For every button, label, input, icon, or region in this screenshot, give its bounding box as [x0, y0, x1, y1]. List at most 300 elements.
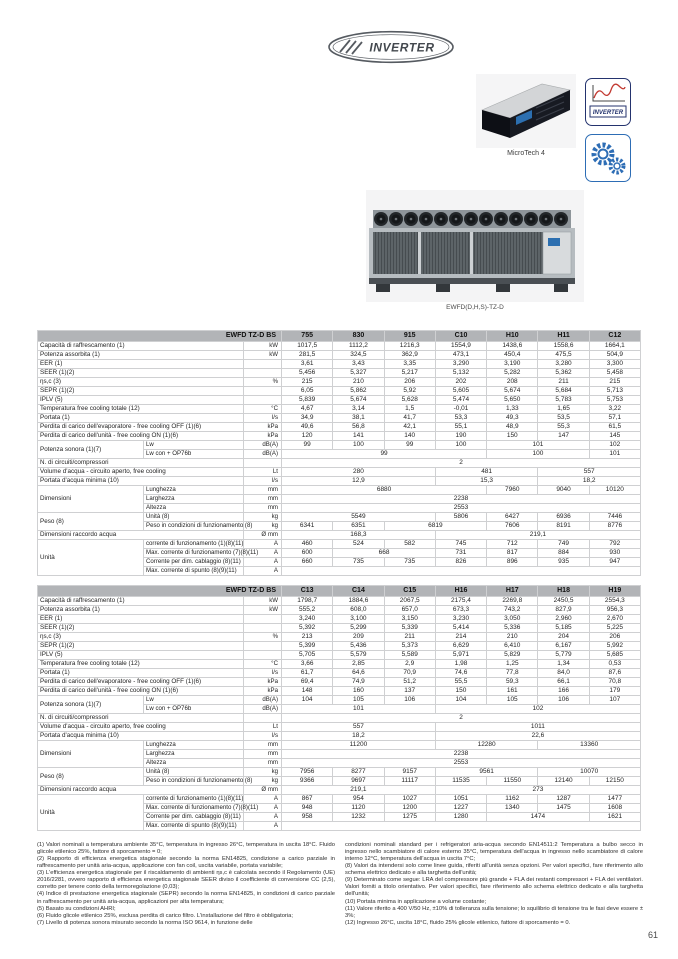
value-cell: 5,362 [538, 369, 589, 378]
row-label: Max. corrente di funzionamento (7)(8)(11) [144, 549, 244, 558]
value-cell: 34,9 [282, 414, 333, 423]
controller-caption: MicroTech 4 [507, 150, 545, 157]
value-cell: 49,6 [282, 423, 333, 432]
value-cell: 213 [282, 633, 333, 642]
value-cell: 2269,8 [487, 597, 538, 606]
column-header: EWFD TZ-D BS [38, 586, 282, 597]
value-cell: 7960 [487, 486, 538, 495]
value-cell: 5,225 [589, 624, 640, 633]
unit-cell: A [244, 813, 282, 822]
page-number: 61 [648, 930, 659, 940]
column-header: C12 [589, 331, 640, 342]
value-cell: 11535 [435, 777, 486, 786]
value-cell: 1011 [435, 723, 640, 732]
unit-cell: l/s [244, 414, 282, 423]
column-header: 830 [333, 331, 384, 342]
row-label: Capacità di raffrescamento (1) [38, 342, 244, 351]
unit-cell: kg [244, 768, 282, 777]
row-label: Corrente per dim. cablaggio (8)(11) [144, 558, 244, 567]
value-cell: 18,2 [538, 477, 641, 486]
unit-cell: °C [244, 660, 282, 669]
value-cell: 2554,3 [589, 597, 640, 606]
value-cell: 2553 [282, 504, 641, 513]
value-cell [282, 567, 641, 576]
value-cell: 3,22 [589, 405, 640, 414]
unit-cell: A [244, 804, 282, 813]
footnote-item: (5) Basato su condizioni AHRI; [37, 905, 116, 912]
row-label: Corrente per dim. cablaggio (8)(11) [144, 813, 244, 822]
unit-cell: kW [244, 597, 282, 606]
unit-cell [244, 714, 282, 723]
value-cell: 11550 [487, 777, 538, 786]
value-cell: 4,67 [282, 405, 333, 414]
value-cell: 211 [538, 378, 589, 387]
row-label: Lw con + OP76b [144, 705, 244, 714]
footnote-item: (11) Valore riferito a 400 V/50 Hz, ±10% di tolleranza sulla tensione; lo squilibrio di tensione tra le fasi deve essere ± 3%; [345, 905, 643, 919]
row-label: corrente di funzionamento (1)(8)(11) [144, 795, 244, 804]
column-header: C13 [282, 586, 333, 597]
value-cell: 5,282 [487, 369, 538, 378]
value-cell: 1227 [435, 804, 486, 813]
value-cell: 5,674 [487, 387, 538, 396]
value-cell: 215 [282, 378, 333, 387]
unit-cell: mm [244, 486, 282, 495]
unit-cell: mm [244, 750, 282, 759]
value-cell: 74,6 [435, 669, 486, 678]
row-label: SEPR (1)(2) [38, 387, 244, 396]
value-cell: 150 [435, 687, 486, 696]
inverter-logo-graphic [326, 30, 456, 64]
value-cell: 5,992 [589, 642, 640, 651]
unit-cell: mm [244, 741, 282, 750]
value-cell: 11200 [282, 741, 436, 750]
value-cell: 930 [589, 549, 640, 558]
value-cell: 1120 [333, 804, 384, 813]
row-label: Temperatura free cooling totale (12) [38, 660, 244, 669]
column-header: C10 [435, 331, 486, 342]
value-cell: 362,9 [384, 351, 435, 360]
value-cell: 7956 [282, 768, 333, 777]
microtech4-image [476, 74, 576, 148]
value-cell: 59,3 [487, 678, 538, 687]
value-cell: 481 [435, 468, 538, 477]
value-cell: 582 [384, 540, 435, 549]
value-cell: 215 [589, 378, 640, 387]
value-cell: 5,628 [384, 396, 435, 405]
value-cell: 5,373 [384, 642, 435, 651]
column-header: C15 [384, 586, 435, 597]
unit-cell: A [244, 558, 282, 567]
value-cell: 5,474 [435, 396, 486, 405]
value-cell: 13360 [538, 741, 641, 750]
value-cell: 141 [333, 432, 384, 441]
row-label: Altezza [144, 504, 244, 513]
row-label: Capacità di raffrescamento (1) [38, 597, 244, 606]
unit-cell: mm [244, 504, 282, 513]
footnotes-right [345, 842, 643, 927]
unit-cell: dB(A) [244, 696, 282, 705]
gears-badge-icon [585, 134, 631, 182]
unit-cell: A [244, 567, 282, 576]
value-cell: 18,2 [282, 732, 436, 741]
value-cell: 7446 [589, 513, 640, 522]
value-cell: 712 [487, 540, 538, 549]
value-cell: 9697 [333, 777, 384, 786]
unit-cell: mm [244, 759, 282, 768]
value-cell: 208 [487, 378, 538, 387]
row-label: EER (1) [38, 615, 244, 624]
value-cell: 5,399 [282, 642, 333, 651]
value-cell: 504,9 [589, 351, 640, 360]
value-cell: 1884,6 [333, 597, 384, 606]
value-cell: 204 [538, 633, 589, 642]
value-cell: 8191 [538, 522, 589, 531]
row-label: SEER (1)(2) [38, 369, 244, 378]
value-cell: 1558,6 [538, 342, 589, 351]
row-label: Perdita di carico dell'unità - free cooling ON (1)(6) [38, 687, 244, 696]
row-label: N. di circuiti/compressori [38, 714, 244, 723]
unit-cell: kPa [244, 687, 282, 696]
value-cell [282, 822, 641, 831]
footnote-item: (8) Valori da intendersi solo come linee guida, riferiti all'unità senza opzioni. Per valori specifici, fare riferimento allo schema elettrico dedicato e alla targhetta dell'unità; [345, 863, 643, 877]
value-cell: 5,862 [333, 387, 384, 396]
row-label: Portata d'acqua minima (10) [38, 732, 244, 741]
value-cell: 1275 [384, 813, 435, 822]
unit-cell: kPa [244, 432, 282, 441]
value-cell: 3,43 [333, 360, 384, 369]
row-label: Portata (1) [38, 414, 244, 423]
value-cell: 1027 [384, 795, 435, 804]
unit-cell: kPa [244, 423, 282, 432]
value-cell: 48,9 [487, 423, 538, 432]
value-cell: 935 [538, 558, 589, 567]
unit-cell: A [244, 549, 282, 558]
value-cell: 1,5 [384, 405, 435, 414]
value-cell: 6427 [487, 513, 538, 522]
value-cell: 280 [282, 468, 436, 477]
row-label: Portata d'acqua minima (10) [38, 477, 244, 486]
value-cell: 11117 [384, 777, 435, 786]
value-cell: 70,9 [384, 669, 435, 678]
row-label: Dimensioni raccordo acqua [38, 786, 244, 795]
value-cell: 55,5 [435, 678, 486, 687]
row-label: Unità [38, 540, 144, 576]
value-cell: 673,3 [435, 606, 486, 615]
value-cell: 10120 [589, 486, 640, 495]
unit-cell: % [244, 633, 282, 642]
footnote-item: (9) Determinato come segue: LRA del compressore più grande + FLA dei restanti compressori + FLA dei ventilatori. Valori forniti a titolo orientativo. Per valori specifici, fare riferimento allo schema elettrico dedicato e alla targhetta dell'unità; [345, 877, 643, 898]
value-cell: 2,960 [538, 615, 589, 624]
value-cell: 1,98 [435, 660, 486, 669]
value-cell: 5,605 [435, 387, 486, 396]
value-cell: 1621 [589, 813, 640, 822]
value-cell: 5,456 [282, 369, 333, 378]
unit-cell [244, 387, 282, 396]
unit-cell: l/s [244, 669, 282, 678]
chiller-graphic [366, 190, 584, 302]
value-cell: 608,0 [333, 606, 384, 615]
value-cell: 7606 [487, 522, 538, 531]
value-cell: 64,6 [333, 669, 384, 678]
value-cell: 735 [384, 558, 435, 567]
value-cell: 1017,5 [282, 342, 333, 351]
value-cell: 1287 [538, 795, 589, 804]
value-cell: 6341 [282, 522, 333, 531]
row-label: Max. corrente di spunto (8)(9)(11) [144, 822, 244, 831]
value-cell: 84,0 [538, 669, 589, 678]
value-cell: 211 [384, 633, 435, 642]
footnotes-left [37, 842, 335, 927]
value-cell: 102 [435, 705, 640, 714]
value-cell: 160 [333, 687, 384, 696]
spec-table-1 [37, 330, 641, 576]
column-header: 915 [384, 331, 435, 342]
value-cell: 2 [282, 459, 641, 468]
value-cell: 3,230 [435, 615, 486, 624]
value-cell: 5,414 [435, 624, 486, 633]
value-cell: 145 [589, 432, 640, 441]
unit-cell: °C [244, 405, 282, 414]
unit-cell [244, 459, 282, 468]
value-cell: 5,971 [435, 651, 486, 660]
value-cell: 1,33 [487, 405, 538, 414]
controller-graphic [476, 74, 576, 148]
unit-cell [244, 642, 282, 651]
value-cell: 57,1 [589, 414, 640, 423]
row-label: corrente di funzionamento (1)(8)(11) [144, 540, 244, 549]
value-cell: 5,327 [333, 369, 384, 378]
row-label: Portata (1) [38, 669, 244, 678]
value-cell: 106 [538, 696, 589, 705]
value-cell: 600 [282, 549, 333, 558]
row-label: Larghezza [144, 495, 244, 504]
value-cell: 1554,9 [435, 342, 486, 351]
value-cell: 735 [333, 558, 384, 567]
value-cell: 2450,5 [538, 597, 589, 606]
value-cell: 99 [282, 441, 333, 450]
value-cell: 5,458 [589, 369, 640, 378]
value-cell: 12140 [538, 777, 589, 786]
value-cell: 5,650 [487, 396, 538, 405]
footnote-item: (2) Rapporto di efficienza energetica stagionale secondo la norma EN14825, condizione a carico parziale in raffrescamento per unità aria-acqua, applicazione con fan coil, uscita variabile, portata variabile; [37, 856, 335, 870]
value-cell: 219,1 [282, 786, 436, 795]
row-label: Lunghezza [144, 486, 244, 495]
value-cell: 460 [282, 540, 333, 549]
value-cell: 5,674 [333, 396, 384, 405]
value-cell: 3,290 [435, 360, 486, 369]
inverter-logo [326, 30, 456, 64]
footnote-item: (6) Fluido glicole etilenico 25%, esclusa perdita di carico filtro. L'installazione del filtro è obbligatoria; [37, 912, 293, 919]
value-cell: 104 [435, 696, 486, 705]
row-label: Perdita di carico dell'unità - free cooling ON (1)(6) [38, 432, 244, 441]
value-cell: 896 [487, 558, 538, 567]
chiller-image [366, 190, 584, 302]
value-cell: 5,579 [333, 651, 384, 660]
row-label: N. di circuiti/compressori [38, 459, 244, 468]
value-cell: 6,05 [282, 387, 333, 396]
value-cell: 557 [538, 468, 641, 477]
row-label: Dimensioni [38, 486, 144, 513]
value-cell: 102 [589, 441, 640, 450]
value-cell: 1340 [487, 804, 538, 813]
value-cell: 5,436 [333, 642, 384, 651]
value-cell: 9366 [282, 777, 333, 786]
row-label: IPLV (5) [38, 396, 244, 405]
value-cell: 168,3 [282, 531, 436, 540]
value-cell: 6351 [333, 522, 384, 531]
value-cell: 22,6 [435, 732, 640, 741]
row-label: Potenza assorbita (1) [38, 351, 244, 360]
unit-cell: kg [244, 777, 282, 786]
row-label: Unità [38, 795, 144, 831]
value-cell: 3,61 [282, 360, 333, 369]
value-cell: 657,0 [384, 606, 435, 615]
gears-graphic [588, 138, 628, 178]
unit-cell [244, 360, 282, 369]
unit-cell: l/s [244, 477, 282, 486]
unit-cell [244, 624, 282, 633]
value-cell: 3,240 [282, 615, 333, 624]
row-label: Max. corrente di funzionamento (7)(8)(11) [144, 804, 244, 813]
inverter-logo-text: INVERTER [369, 40, 435, 55]
value-cell: 5,713 [589, 387, 640, 396]
inverter-badge-icon [585, 78, 631, 126]
value-cell: 5,299 [333, 624, 384, 633]
value-cell: 1664,1 [589, 342, 640, 351]
value-cell: 954 [333, 795, 384, 804]
value-cell: 5,217 [384, 369, 435, 378]
value-cell: 475,5 [538, 351, 589, 360]
value-cell: 2067,5 [384, 597, 435, 606]
value-cell: 2,670 [589, 615, 640, 624]
value-cell: 61,7 [282, 669, 333, 678]
value-cell: 524 [333, 540, 384, 549]
unit-cell: kW [244, 606, 282, 615]
unit-cell: kg [244, 522, 282, 531]
value-cell: 42,1 [384, 423, 435, 432]
unit-cell: dB(A) [244, 441, 282, 450]
value-cell: 5549 [282, 513, 436, 522]
unit-cell: Ø mm [244, 786, 282, 795]
value-cell: 867 [282, 795, 333, 804]
spec-table-2 [37, 585, 641, 831]
value-cell: 3,050 [487, 615, 538, 624]
value-cell: 161 [487, 687, 538, 696]
value-cell: 1475 [538, 804, 589, 813]
footnote-item: condizioni nominali standard per i refrigeratori aria-acqua secondo EN14511:2 Temperatura a bulbo secco in ingresso nello scambiatore di calore esterno 35°C, temperatura dell'acqua in ingresso nello scambiatore di calore interno 12°C, temperatura dell'acqua in uscita 7°C; [345, 842, 643, 863]
column-header: C14 [333, 586, 384, 597]
value-cell: 206 [384, 378, 435, 387]
value-cell: 140 [384, 432, 435, 441]
unit-cell [244, 651, 282, 660]
value-cell: 1200 [384, 804, 435, 813]
value-cell: 61,5 [589, 423, 640, 432]
value-cell: 3,66 [282, 660, 333, 669]
unit-cell: A [244, 795, 282, 804]
row-label: Dimensioni raccordo acqua [38, 531, 244, 540]
row-label: IPLV (5) [38, 651, 244, 660]
row-label: Potenza sonora (1)(7) [38, 441, 144, 459]
row-label: Potenza assorbita (1) [38, 606, 244, 615]
footnote-item: (12) Ingresso 26°C, uscita 18°C, fluido 25% glicole etilenico, fattore di sporcamento = 0. [345, 919, 571, 926]
unit-cell: kPa [244, 678, 282, 687]
row-label: Max. corrente di spunto (8)(9)(11) [144, 567, 244, 576]
row-label: ηs,c (3) [38, 378, 244, 387]
unit-cell: kW [244, 342, 282, 351]
value-cell: 3,190 [487, 360, 538, 369]
value-cell: 1474 [487, 813, 590, 822]
footnote-item: (1) Valori nominali a temperatura ambiente 35°C, temperatura in ingresso 26°C, temperatura in uscita 18°C. Fluido glicole etilenico 25%, fattore di sporcamento = 0; [37, 842, 335, 856]
column-header: H17 [487, 586, 538, 597]
value-cell: 101 [487, 441, 590, 450]
value-cell: 74,9 [333, 678, 384, 687]
column-header: H18 [538, 586, 589, 597]
value-cell: 743,2 [487, 606, 538, 615]
value-cell: 6936 [538, 513, 589, 522]
row-label: Temperatura free cooling totale (12) [38, 405, 244, 414]
value-cell: 10070 [538, 768, 641, 777]
value-cell: 1216,3 [384, 342, 435, 351]
value-cell: 69,4 [282, 678, 333, 687]
value-cell: 5,779 [538, 651, 589, 660]
value-cell: 206 [589, 633, 640, 642]
value-cell: 49,3 [487, 414, 538, 423]
value-cell: 9561 [435, 768, 538, 777]
value-cell: 958 [282, 813, 333, 822]
value-cell: 56,8 [333, 423, 384, 432]
value-cell: 3,14 [333, 405, 384, 414]
value-cell: 817 [487, 549, 538, 558]
value-cell: 12150 [589, 777, 640, 786]
footnote-item: (10) Portata minima in applicazione a volume costante; [345, 898, 487, 905]
value-cell: 5,783 [538, 396, 589, 405]
value-cell: 5,339 [384, 624, 435, 633]
chiller-caption: EWFD(D,H,S)-TZ-D [446, 304, 504, 311]
inverter-badge-graphic [588, 81, 628, 123]
value-cell: 12280 [435, 741, 538, 750]
value-cell: 1,34 [538, 660, 589, 669]
unit-cell: Lt [244, 468, 282, 477]
value-cell: 3,280 [538, 360, 589, 369]
value-cell: 1798,7 [282, 597, 333, 606]
value-cell: 5,829 [487, 651, 538, 660]
value-cell: 9157 [384, 768, 435, 777]
value-cell: 6,167 [538, 642, 589, 651]
row-label: Peso in condizioni di funzionamento (8) [144, 777, 244, 786]
value-cell: 9040 [538, 486, 589, 495]
value-cell: 2175,4 [435, 597, 486, 606]
value-cell: 749 [538, 540, 589, 549]
unit-cell: kg [244, 513, 282, 522]
value-cell: 8776 [589, 522, 640, 531]
value-cell: 5,685 [589, 651, 640, 660]
value-cell: 1,65 [538, 405, 589, 414]
value-cell: 6819 [384, 522, 487, 531]
value-cell: 5,684 [538, 387, 589, 396]
value-cell: 105 [487, 696, 538, 705]
value-cell: 2 [282, 714, 641, 723]
row-label: EER (1) [38, 360, 244, 369]
value-cell: 150 [487, 432, 538, 441]
value-cell: 53,5 [538, 414, 589, 423]
value-cell: 219,1 [435, 531, 640, 540]
value-cell: 731 [435, 549, 486, 558]
value-cell: 557 [282, 723, 436, 732]
value-cell: 99 [384, 441, 435, 450]
value-cell: 100 [435, 441, 486, 450]
value-cell: 281,5 [282, 351, 333, 360]
value-cell: 6,410 [487, 642, 538, 651]
